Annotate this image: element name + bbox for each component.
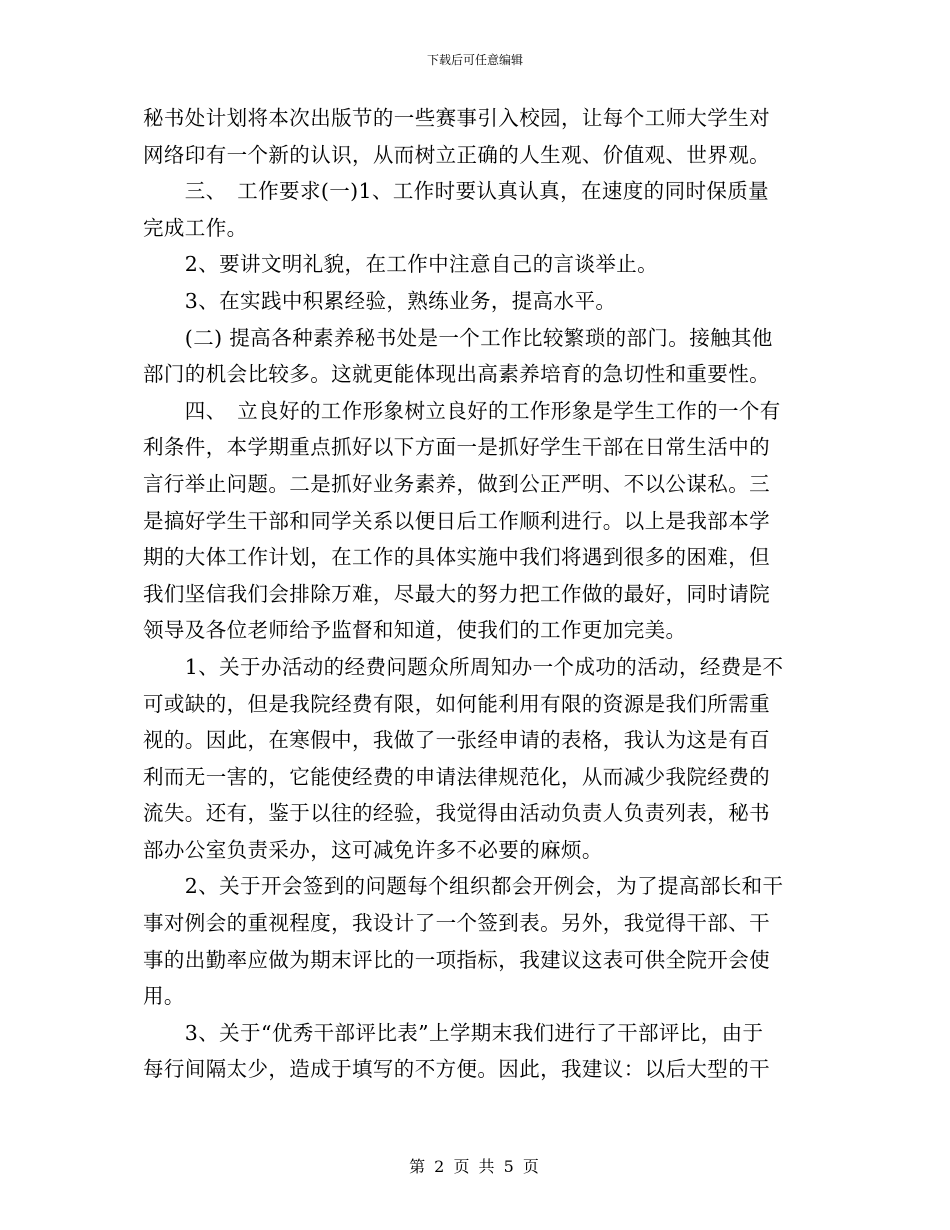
body-line: 用。: [143, 984, 185, 1009]
body-line: 利而无一害的，它能使经费的申请法律规范化，从而减少我院经费的: [143, 764, 770, 789]
body-line: 2、关于开会签到的问题每个组织都会开例会，为了提高部长和干: [143, 874, 784, 899]
body-line: 可或缺的，但是我院经费有限，如何能利用有限的资源是我们所需重: [143, 691, 770, 716]
body-line: 视的。因此，在寒假中，我做了一张经申请的表格，我认为这是有百: [143, 728, 770, 753]
body-line: 网络印有一个新的认识，从而树立正确的人生观、价值观、世界观。: [143, 142, 770, 167]
body-line: 部门的机会比较多。这就更能体现出高素养培育的急切性和重要性。: [143, 362, 770, 387]
body-line: 3、在实践中积累经验，熟练业务，提高水平。: [143, 288, 617, 313]
body-line: 四、 立良好的工作形象树立良好的工作形象是学生工作的一个有: [143, 398, 781, 423]
document-body: [143, 100, 808, 1088]
body-line: 利条件，本学期重点抓好以下方面一是抓好学生干部在日常生活中的: [143, 435, 770, 460]
body-line: 期的大体工作计划，在工作的具体实施中我们将遇到很多的困难，但: [143, 545, 770, 570]
body-line: 1、关于办活动的经费问题众所周知办一个成功的活动，经费是不: [143, 654, 784, 679]
body-line: 事的出勤率应做为期末评比的一项指标，我建议这表可供全院开会使: [143, 947, 770, 972]
body-line: 事对例会的重视程度，我设计了一个签到表。另外，我觉得干部、干: [143, 911, 770, 936]
body-line: 部办公室负责采办，这可减免许多不必要的麻烦。: [143, 837, 603, 862]
body-line: (二) 提高各种素养秘书处是一个工作比较繁琐的部门。接触其他: [143, 325, 773, 350]
body-line: 我们坚信我们会排除万难，尽最大的努力把工作做的最好，同时请院: [143, 581, 770, 606]
body-line: 3、关于“优秀干部评比表”上学期末我们进行了干部评比，由于: [143, 1020, 764, 1045]
body-line: 言行举止问题。二是抓好业务素养，做到公正严明、不以公谋私。三: [143, 471, 770, 496]
body-line: 每行间隔太少，造成于填写的不方便。因此，我建议：以后大型的干: [143, 1057, 770, 1082]
body-line: 流失。还有，鉴于以往的经验，我觉得由活动负责人负责列表，秘书: [143, 801, 770, 826]
body-line: 领导及各位老师给予监督和知道，使我们的工作更加完美。: [143, 618, 687, 643]
body-line: 三、 工作要求(一)1、工作时要认真认真，在速度的同时保质量: [143, 179, 770, 204]
body-line: 2、要讲文明礼貌，在工作中注意自己的言谈举止。: [143, 252, 659, 277]
page-header: 下载后可任意编辑: [426, 53, 523, 67]
body-line: 完成工作。: [143, 215, 248, 240]
page-number-footer: 第 2 页 共 5 页: [409, 1157, 541, 1176]
body-line: 是搞好学生干部和同学关系以便日后工作顺利进行。以上是我部本学: [143, 508, 770, 533]
body-line: 秘书处计划将本次出版节的一些赛事引入校园，让每个工师大学生对: [143, 106, 770, 130]
